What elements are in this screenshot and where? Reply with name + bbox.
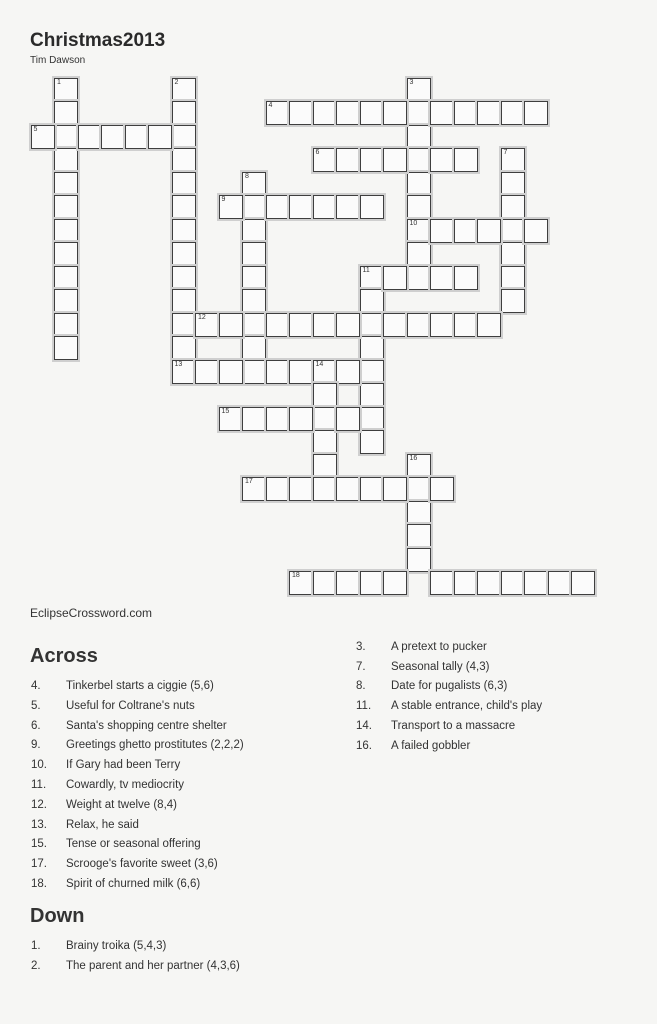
clue-item-number: 11.	[356, 700, 372, 713]
grid-cell[interactable]	[313, 407, 337, 431]
grid-cell[interactable]	[266, 407, 290, 431]
clue-number: 18	[292, 572, 300, 579]
site-credit: EclipseCrossword.com	[30, 606, 153, 620]
grid-cell[interactable]	[407, 172, 431, 196]
clue-item-text: A pretext to pucker	[391, 641, 487, 653]
grid-cell[interactable]	[407, 524, 431, 548]
grid-cell[interactable]	[407, 501, 431, 525]
grid-cell[interactable]	[172, 101, 196, 125]
grid-cell[interactable]	[571, 571, 595, 595]
clue-item-text: If Gary had been Terry	[66, 759, 181, 772]
grid-cell[interactable]	[172, 195, 196, 219]
grid-cell[interactable]	[407, 219, 431, 243]
grid-cell[interactable]	[360, 266, 384, 290]
grid-cell[interactable]	[454, 101, 478, 125]
grid-cell[interactable]	[407, 148, 431, 172]
clue-item-text: Brainy troika (5,4,3)	[66, 940, 167, 952]
grid-cell[interactable]	[360, 148, 384, 172]
clue-item-text: Greetings ghetto prostitutes (2,2,2)	[66, 739, 244, 752]
grid-cell[interactable]	[313, 571, 337, 595]
grid-cell[interactable]	[360, 289, 384, 313]
grid-cell[interactable]	[407, 78, 431, 102]
clue-number: 15	[221, 407, 230, 415]
grid-cell[interactable]	[501, 195, 525, 219]
grid-cell[interactable]	[289, 195, 313, 219]
grid-cell[interactable]	[360, 383, 384, 407]
grid-cell[interactable]	[172, 148, 196, 172]
grid-cell[interactable]	[501, 266, 525, 290]
grid-cell[interactable]	[266, 360, 290, 384]
clue-item-text: Cowardly, tv mediocrity	[66, 779, 185, 791]
grid-cell[interactable]	[266, 101, 290, 125]
grid-cell[interactable]	[54, 266, 78, 290]
grid-cell[interactable]	[172, 266, 196, 290]
grid-cell[interactable]	[524, 571, 548, 595]
grid-cell[interactable]	[454, 313, 478, 337]
grid-cell[interactable]	[219, 313, 243, 337]
clue-item-text: A failed gobbler	[391, 739, 471, 752]
clue-item-number: 15.	[31, 838, 47, 851]
grid-cell[interactable]	[383, 266, 407, 290]
clue-item-text: Spirit of churned milk (6,6)	[66, 878, 201, 890]
grid-cell[interactable]	[501, 219, 525, 243]
grid-cell[interactable]	[501, 148, 525, 172]
clue-number: 8	[245, 172, 249, 180]
clue-item-text: Seasonal tally (4,3)	[391, 660, 490, 673]
grid-cell[interactable]	[430, 101, 454, 125]
grid-cell[interactable]	[54, 219, 78, 243]
clue-number: 5	[33, 125, 38, 133]
grid-cell[interactable]	[148, 125, 172, 149]
grid-cell[interactable]	[336, 571, 360, 595]
grid-cell[interactable]	[54, 289, 78, 313]
grid-cell[interactable]	[407, 101, 431, 125]
grid-cell[interactable]	[454, 571, 478, 595]
grid-cell[interactable]	[54, 242, 78, 266]
clue-number: 3	[409, 78, 414, 86]
grid-cell[interactable]	[289, 407, 313, 431]
grid-cell[interactable]	[360, 571, 384, 595]
grid-cell[interactable]	[360, 195, 384, 219]
grid-cell[interactable]	[313, 148, 337, 172]
clue-item-text: A stable entrance, child's play	[391, 700, 543, 713]
grid-cell[interactable]	[195, 313, 219, 337]
grid-cell[interactable]	[407, 266, 431, 290]
grid-cell[interactable]	[242, 336, 266, 360]
clue-number: 7	[503, 149, 508, 156]
grid-cell[interactable]	[172, 313, 196, 337]
grid-cell[interactable]	[336, 407, 360, 431]
grid-cell[interactable]	[289, 313, 313, 337]
grid-cell[interactable]	[360, 101, 384, 125]
grid-cell[interactable]	[313, 195, 337, 219]
clue-item-number: 5.	[31, 699, 41, 712]
clue-item-number: 11.	[31, 779, 47, 791]
grid-cell[interactable]	[54, 148, 78, 172]
grid-cell[interactable]	[430, 571, 454, 595]
grid-cell[interactable]	[383, 571, 407, 595]
clue-item-number: 7.	[356, 660, 366, 673]
grid-cell[interactable]	[289, 360, 313, 384]
grid-cell[interactable]	[477, 313, 501, 337]
grid-cell[interactable]	[313, 101, 337, 125]
clue-item-number: 17.	[31, 858, 47, 871]
across-heading: Across	[30, 645, 98, 667]
grid-cell[interactable]	[407, 548, 431, 572]
clue-item-text: Date for pugalists (6,3)	[391, 680, 508, 693]
clue-item-number: 14.	[356, 719, 372, 732]
grid-cell[interactable]	[430, 313, 454, 337]
clue-item-number: 10.	[31, 759, 47, 772]
grid-cell[interactable]	[172, 172, 196, 196]
grid-cell[interactable]	[501, 242, 525, 266]
grid-cell[interactable]	[501, 172, 525, 196]
grid-cell[interactable]	[125, 125, 149, 149]
grid-cell[interactable]	[336, 195, 360, 219]
grid-cell[interactable]	[195, 360, 219, 384]
grid-cell[interactable]	[242, 289, 266, 313]
grid-cell[interactable]	[383, 477, 407, 501]
grid-cell[interactable]	[219, 360, 243, 384]
clue-item-number: 2.	[31, 960, 41, 972]
grid-cell[interactable]	[336, 101, 360, 125]
grid-cell[interactable]	[430, 219, 454, 243]
clue-item-number: 12.	[31, 798, 47, 811]
grid-cell[interactable]	[360, 407, 384, 431]
grid-cell[interactable]	[313, 360, 337, 384]
grid-cell[interactable]	[407, 195, 431, 219]
grid-cell[interactable]	[289, 571, 313, 595]
grid-cell[interactable]	[501, 101, 525, 125]
grid-cell[interactable]	[501, 289, 525, 313]
clue-number: 2	[174, 78, 179, 86]
down-heading: Down	[30, 905, 85, 927]
grid-cell[interactable]	[430, 477, 454, 501]
grid-cell[interactable]	[477, 101, 501, 125]
grid-cell[interactable]	[266, 477, 290, 501]
clue-number: 17	[245, 478, 253, 485]
clue-item-text: Transport to a massacre	[391, 719, 516, 732]
clue-number: 16	[409, 454, 418, 462]
clue-item-number: 18.	[31, 878, 47, 890]
grid-cell[interactable]	[454, 266, 478, 290]
clue-item-text: Scrooge's favorite sweet (3,6)	[66, 858, 218, 871]
grid-cell[interactable]	[54, 336, 78, 360]
grid-cell[interactable]	[242, 477, 266, 501]
grid-cell[interactable]	[313, 383, 337, 407]
grid-cell[interactable]	[313, 313, 337, 337]
grid-cell[interactable]	[383, 148, 407, 172]
grid-cell[interactable]	[407, 125, 431, 149]
grid-cell[interactable]	[407, 313, 431, 337]
clue-number: 1	[57, 78, 61, 86]
grid-cell[interactable]	[266, 313, 290, 337]
grid-cell[interactable]	[383, 101, 407, 125]
clue-item-text: Useful for Coltrane's nuts	[66, 699, 195, 712]
grid-cell[interactable]	[54, 101, 78, 125]
grid-cell[interactable]	[477, 571, 501, 595]
grid-cell[interactable]	[219, 407, 243, 431]
grid-cell[interactable]	[54, 195, 78, 219]
grid-cell[interactable]	[31, 125, 55, 149]
puzzle-author: Tim Dawson	[30, 55, 86, 66]
clue-item-number: 6.	[31, 719, 41, 732]
grid-cell[interactable]	[477, 219, 501, 243]
grid-cell[interactable]	[360, 430, 384, 454]
grid-cell[interactable]	[548, 571, 572, 595]
clue-item-text: Santa's shopping centre shelter	[66, 719, 227, 732]
grid-cell[interactable]	[360, 360, 384, 384]
clue-item-number: 1.	[31, 940, 41, 952]
grid-cell[interactable]	[172, 219, 196, 243]
clue-number: 4	[268, 102, 273, 109]
clue-number: 14	[315, 360, 324, 368]
grid-cell[interactable]	[360, 336, 384, 360]
grid-cell[interactable]	[383, 313, 407, 337]
grid-cell[interactable]	[172, 360, 196, 384]
grid-cell[interactable]	[242, 266, 266, 290]
grid-cell[interactable]	[524, 219, 548, 243]
clue-item-text: Relax, he said	[66, 818, 139, 831]
grid-cell[interactable]	[407, 242, 431, 266]
clue-item-number: 9.	[31, 739, 41, 752]
grid-cell[interactable]	[430, 148, 454, 172]
grid-cell[interactable]	[242, 172, 266, 196]
clue-item-number: 16.	[356, 739, 372, 752]
puzzle-title: Christmas2013	[30, 30, 166, 51]
grid-cell[interactable]	[360, 477, 384, 501]
grid-cell[interactable]	[54, 78, 78, 102]
grid-cell[interactable]	[54, 313, 78, 337]
grid-cell[interactable]	[501, 571, 525, 595]
grid-cell[interactable]	[101, 125, 125, 149]
clue-item-text: Weight at twelve (8,4)	[66, 798, 178, 811]
grid-cell[interactable]	[360, 313, 384, 337]
clue-item-number: 13.	[31, 818, 47, 831]
grid-cell[interactable]	[454, 219, 478, 243]
grid-cell[interactable]	[454, 148, 478, 172]
grid-cell[interactable]	[172, 125, 196, 149]
grid-cell[interactable]	[336, 313, 360, 337]
clue-number: 6	[315, 149, 320, 156]
grid-cell[interactable]	[289, 477, 313, 501]
grid-cell[interactable]	[313, 430, 337, 454]
grid-cell[interactable]	[336, 148, 360, 172]
clue-number: 9	[221, 196, 226, 203]
grid-cell[interactable]	[219, 195, 243, 219]
grid-cell[interactable]	[172, 78, 196, 102]
clue-item-number: 3.	[356, 641, 366, 653]
grid-cell[interactable]	[524, 101, 548, 125]
grid-cell[interactable]	[172, 289, 196, 313]
grid-cell[interactable]	[336, 477, 360, 501]
clue-number: 11	[362, 266, 370, 274]
grid-cell[interactable]	[266, 195, 290, 219]
grid-cell[interactable]	[336, 360, 360, 384]
clue-item-text: Tinkerbel starts a ciggie (5,6)	[66, 680, 214, 692]
grid-cell[interactable]	[172, 242, 196, 266]
grid-cell[interactable]	[78, 125, 102, 149]
clue-number: 12	[198, 313, 206, 321]
grid-cell[interactable]	[54, 125, 78, 149]
clue-item-number: 8.	[356, 680, 366, 693]
grid-cell[interactable]	[242, 242, 266, 266]
grid-cell[interactable]	[407, 454, 431, 478]
clue-number: 10	[409, 219, 418, 227]
grid-cell[interactable]	[313, 454, 337, 478]
grid-cell[interactable]	[172, 336, 196, 360]
clue-item-text: Tense or seasonal offering	[66, 838, 201, 851]
grid-cell[interactable]	[242, 360, 266, 384]
grid-cell[interactable]	[242, 407, 266, 431]
clue-number: 13	[174, 360, 183, 368]
clue-item-text: The parent and her partner (4,3,6)	[66, 960, 240, 972]
grid-cell[interactable]	[242, 313, 266, 337]
grid-cell[interactable]	[242, 195, 266, 219]
grid-cell[interactable]	[313, 477, 337, 501]
grid-cell[interactable]	[407, 477, 431, 501]
grid-cell[interactable]	[289, 101, 313, 125]
clue-item-number: 4.	[31, 680, 41, 692]
grid-cell[interactable]	[242, 219, 266, 243]
grid-cell[interactable]	[54, 172, 78, 196]
grid-cell[interactable]	[430, 266, 454, 290]
